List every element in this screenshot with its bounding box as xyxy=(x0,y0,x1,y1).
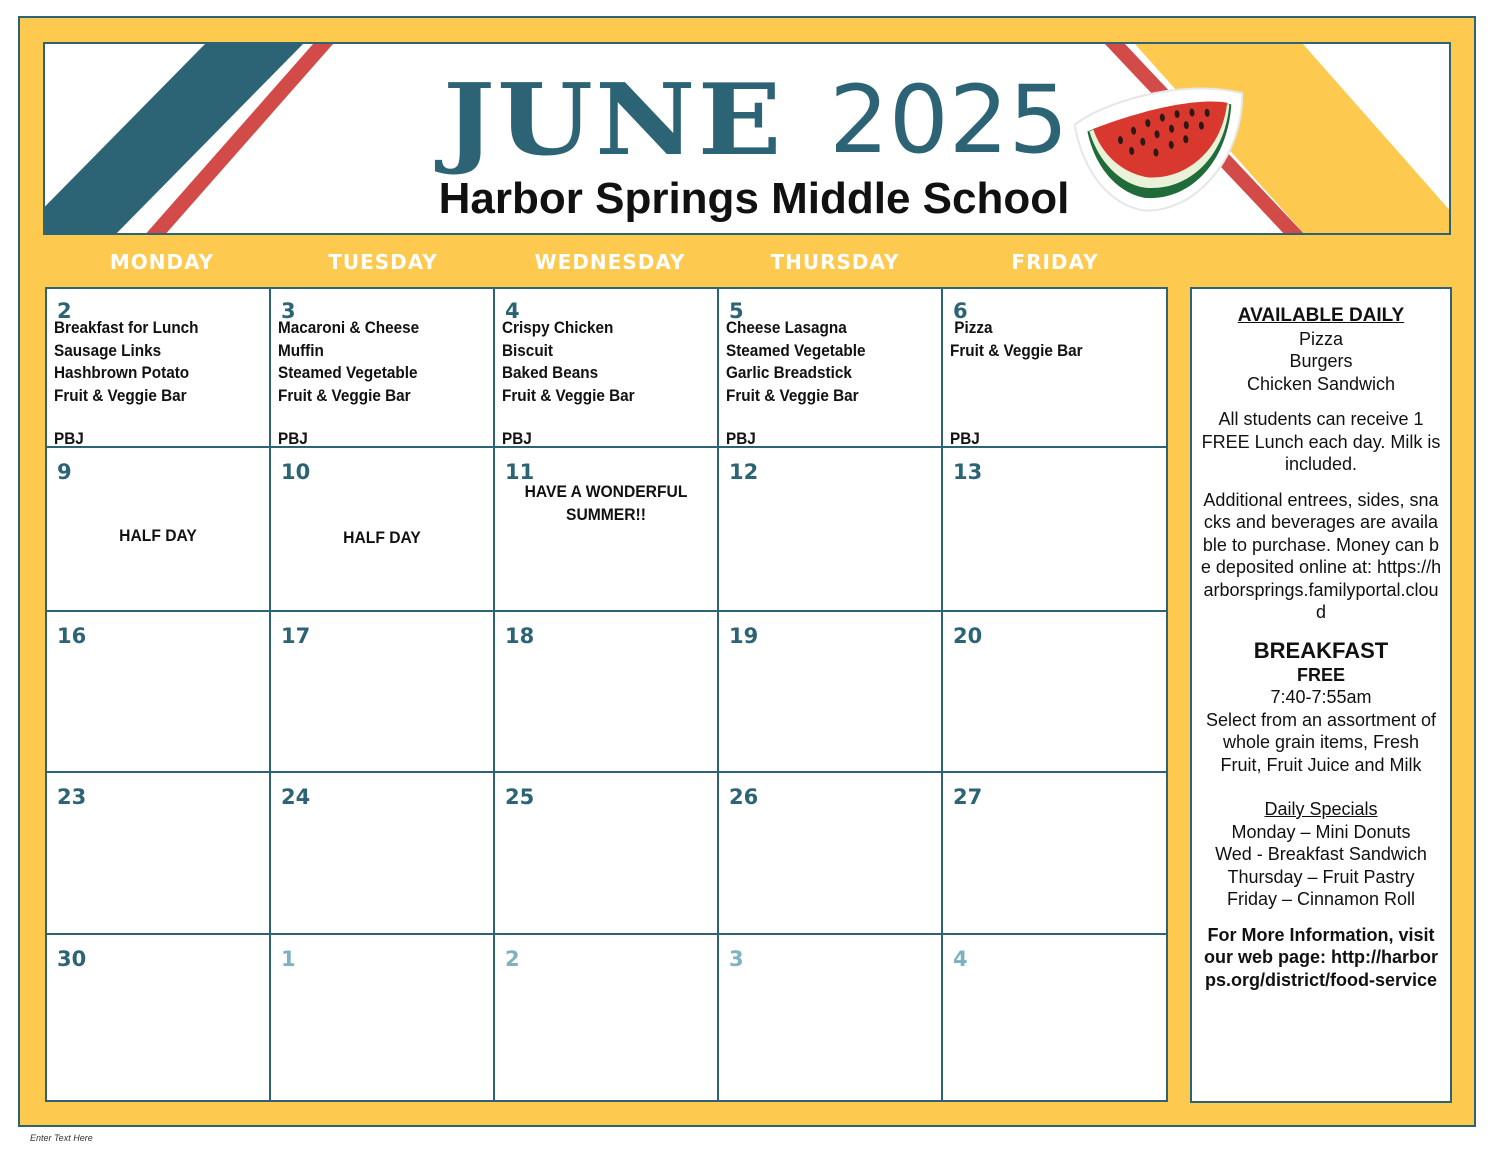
day-cell xyxy=(719,448,943,612)
day-cell xyxy=(271,773,495,935)
menu-items: Crispy Chicken Biscuit Baked Beans Fruit & Veggie Bar xyxy=(502,318,635,405)
menu-items: Breakfast for Lunch Sausage Links Hashbrown Potato Fruit & Veggie Bar xyxy=(54,318,199,405)
breakfast-time: 7:40-7:55am xyxy=(1270,687,1372,707)
day-number: 2 xyxy=(57,299,72,323)
day-cell xyxy=(495,773,719,935)
day-number: 10 xyxy=(281,460,311,484)
day-number: 3 xyxy=(281,299,296,323)
day-cell xyxy=(271,448,495,612)
day-cell xyxy=(719,773,943,935)
pbj-option: PBJ xyxy=(502,429,532,448)
day-cell xyxy=(719,612,943,773)
day-number: 4 xyxy=(505,299,520,323)
day-number: 25 xyxy=(505,785,535,809)
available-daily-title: AVAILABLE DAILY xyxy=(1237,305,1405,326)
day-number: 18 xyxy=(505,624,535,648)
day-cell xyxy=(495,448,719,612)
header-banner xyxy=(43,42,1451,235)
special-item: Monday – Mini Donuts xyxy=(1231,821,1411,842)
day-cell xyxy=(47,773,271,935)
day-cell xyxy=(943,935,1166,1102)
day-number: 12 xyxy=(729,460,759,484)
day-number: 13 xyxy=(953,460,983,484)
dayhead-thursday: THURSDAY xyxy=(770,250,900,274)
special-item: Thursday – Fruit Pastry xyxy=(1227,866,1415,887)
footer-text: Enter Text Here xyxy=(30,1133,93,1143)
daily-specials-title: Daily Specials xyxy=(1264,799,1378,819)
breakfast-title: BREAKFAST xyxy=(1253,637,1389,663)
month-year-title xyxy=(443,60,1069,180)
day-cell xyxy=(943,773,1166,935)
available-item: Burgers xyxy=(1289,351,1353,371)
watermelon-icon xyxy=(1065,58,1255,228)
day-cell xyxy=(495,289,719,448)
day-cell xyxy=(495,612,719,773)
day-number: 1 xyxy=(281,947,296,971)
day-note: HALF DAY xyxy=(343,528,421,547)
breakfast-description: Select from an assortment of whole grain items, Fresh Fruit, Fruit Juice and Milk xyxy=(1205,709,1437,775)
pbj-option: PBJ xyxy=(726,429,756,448)
day-cell xyxy=(943,448,1166,612)
day-number: 11 xyxy=(505,460,535,484)
menu-items: Macaroni & Cheese Muffin Steamed Vegetable Fruit & Veggie Bar xyxy=(278,318,420,405)
dayhead-monday: MONDAY xyxy=(109,250,215,274)
free-lunch-text: All students can receive 1 FREE Lunch each day. Milk is included. xyxy=(1201,409,1441,474)
day-number: 5 xyxy=(729,299,744,323)
menu-items: Cheese Lasagna Steamed Vegetable Garlic Breadstick Fruit & Veggie Bar xyxy=(726,318,866,405)
dayhead-wednesday: WEDNESDAY xyxy=(534,250,686,274)
day-note: HALF DAY xyxy=(119,526,197,545)
day-number: 17 xyxy=(281,624,311,648)
day-cell xyxy=(495,935,719,1102)
calendar-grid xyxy=(45,287,1168,1102)
day-number: 27 xyxy=(953,785,983,809)
day-note: HAVE A WONDERFUL SUMMER!! xyxy=(524,482,688,524)
year: 2025 xyxy=(829,65,1069,175)
pbj-option: PBJ xyxy=(54,429,84,448)
day-cell xyxy=(271,612,495,773)
day-cell xyxy=(943,289,1166,448)
day-number: 24 xyxy=(281,785,311,809)
special-item: Wed - Breakfast Sandwich xyxy=(1215,844,1427,864)
day-cell xyxy=(719,289,943,448)
more-info-text: For More Information, visit our web page: http://harborps.org/district/food-service xyxy=(1204,924,1438,990)
breakfast-free: FREE xyxy=(1296,664,1345,685)
dayhead-tuesday: TUESDAY xyxy=(328,250,438,274)
day-number: 9 xyxy=(57,460,72,484)
day-number: 16 xyxy=(57,624,87,648)
day-cell xyxy=(271,935,495,1102)
available-item: Chicken Sandwich xyxy=(1246,373,1396,394)
pbj-option: PBJ xyxy=(278,429,308,448)
day-number: 30 xyxy=(57,947,87,971)
special-item: Friday – Cinnamon Roll xyxy=(1226,889,1416,909)
menu-items: Pizza Fruit & Veggie Bar xyxy=(950,318,1083,360)
day-number: 3 xyxy=(729,947,744,971)
day-number: 2 xyxy=(505,947,520,971)
day-number: 4 xyxy=(953,947,968,971)
info-sidebar xyxy=(1190,287,1452,1103)
day-cell xyxy=(719,935,943,1102)
month-name: JUNE xyxy=(443,62,784,178)
available-item: Pizza xyxy=(1298,328,1343,349)
day-number: 19 xyxy=(729,624,759,648)
day-number: 26 xyxy=(729,785,759,809)
pbj-option: PBJ xyxy=(950,429,980,448)
additional-purchase-text: Additional entrees, sides, snacks and beverages are available to purchase. Money can be deposited online at: https://harborsprings.familyportal.cloud xyxy=(1200,489,1442,622)
day-cell xyxy=(47,612,271,773)
day-cell xyxy=(943,612,1166,773)
school-name: Harbor Springs Middle School xyxy=(438,174,1070,223)
day-cell xyxy=(271,289,495,448)
day-cell xyxy=(47,935,271,1102)
day-number: 20 xyxy=(953,624,983,648)
dayhead-friday: FRIDAY xyxy=(1011,250,1099,274)
day-number: 23 xyxy=(57,785,87,809)
day-number: 6 xyxy=(953,299,968,323)
day-cell xyxy=(47,289,271,448)
day-cell xyxy=(47,448,271,612)
